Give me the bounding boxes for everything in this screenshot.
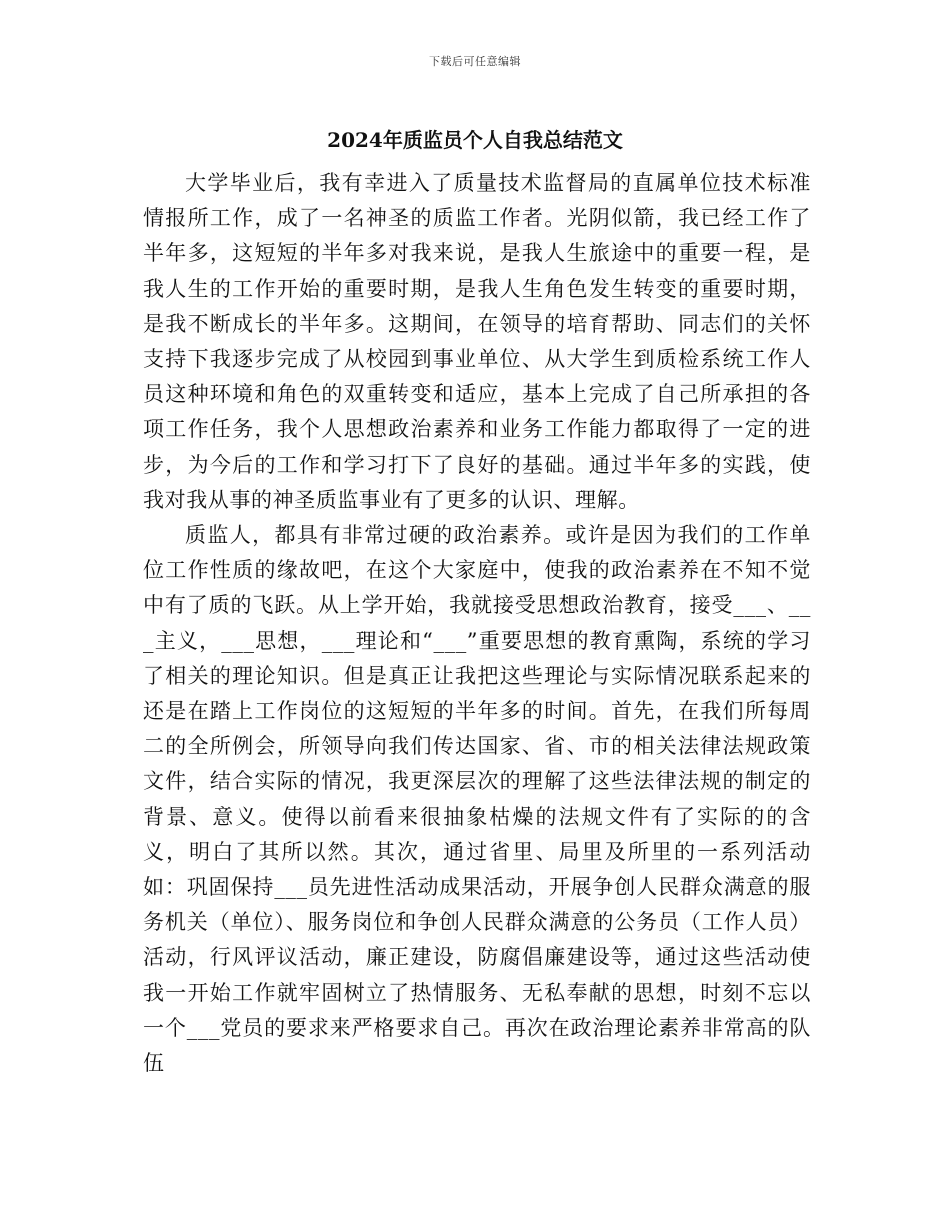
header-note: 下载后可任意编辑 [429, 55, 521, 68]
paragraph-1: 大学毕业后，我有幸进入了质量技术监督局的直属单位技术标准情报所工作，成了一名神圣的质监工作者。光阴似箭，我已经工作了半年多，这短短的半年多对我来说，是我人生旅途中的重要一程，是我人生的工作开始的重要时期，是我人生角色发生转变的重要时期，是我不断成长的半年多。这期间，在领导的培育帮助、同志们的关怀支持下我逐步完成了从校园到事业单位、从大学生到质检系统工作人员这种环境和角色的双重转变和适应，基本上完成了自己所承担的各项工作任务，我个人思想政治素养和业务工作能力都取得了一定的进步，为今后的工作和学习打下了良好的基础。通过半年多的实践，使我对我从事的神圣质监事业有了更多的认识、理解。 [143, 171, 811, 512]
paragraph-2: 质监人，都具有非常过硬的政治素养。或许是因为我们的工作单位工作性质的缘故吧，在这个大家庭中，使我的政治素养在不知不觉中有了质的飞跃。从上学开始，我就接受思想政治教育，接受___、___主义，___思想，___理论和“___”重要思想的教育熏陶，系统的学习了相关的理论知识。但是真正让我把这些理论与实际情况联系起来的还是在踏上工作岗位的这短短的半年多的时间。首先，在我们所每周二的全所例会，所领导向我们传达国家、省、市的相关法律法规政策文件，结合实际的情况，我更深层次的理解了这些法律法规的制定的背景、意义。使得以前看来很抽象枯燥的法规文件有了实际的的含义，明白了其所以然。其次，通过省里、局里及所里的一系列活动如：巩固保持___员先进性活动成果活动，开展争创人民群众满意的服务机关（单位）、服务岗位和争创人民群众满意的公务员（工作人员）活动，行风评议活动，廉正建设，防腐倡廉建设等，通过这些活动使我一开始工作就牢固树立了热情服务、无私奉献的思想，时刻不忘以一个___党员的要求来严格要求自己。再次在政治理论素养非常高的队伍 [143, 523, 811, 1076]
document-title: 2024年质监员个人自我总结范文 [327, 128, 623, 152]
document-body [143, 166, 811, 1081]
